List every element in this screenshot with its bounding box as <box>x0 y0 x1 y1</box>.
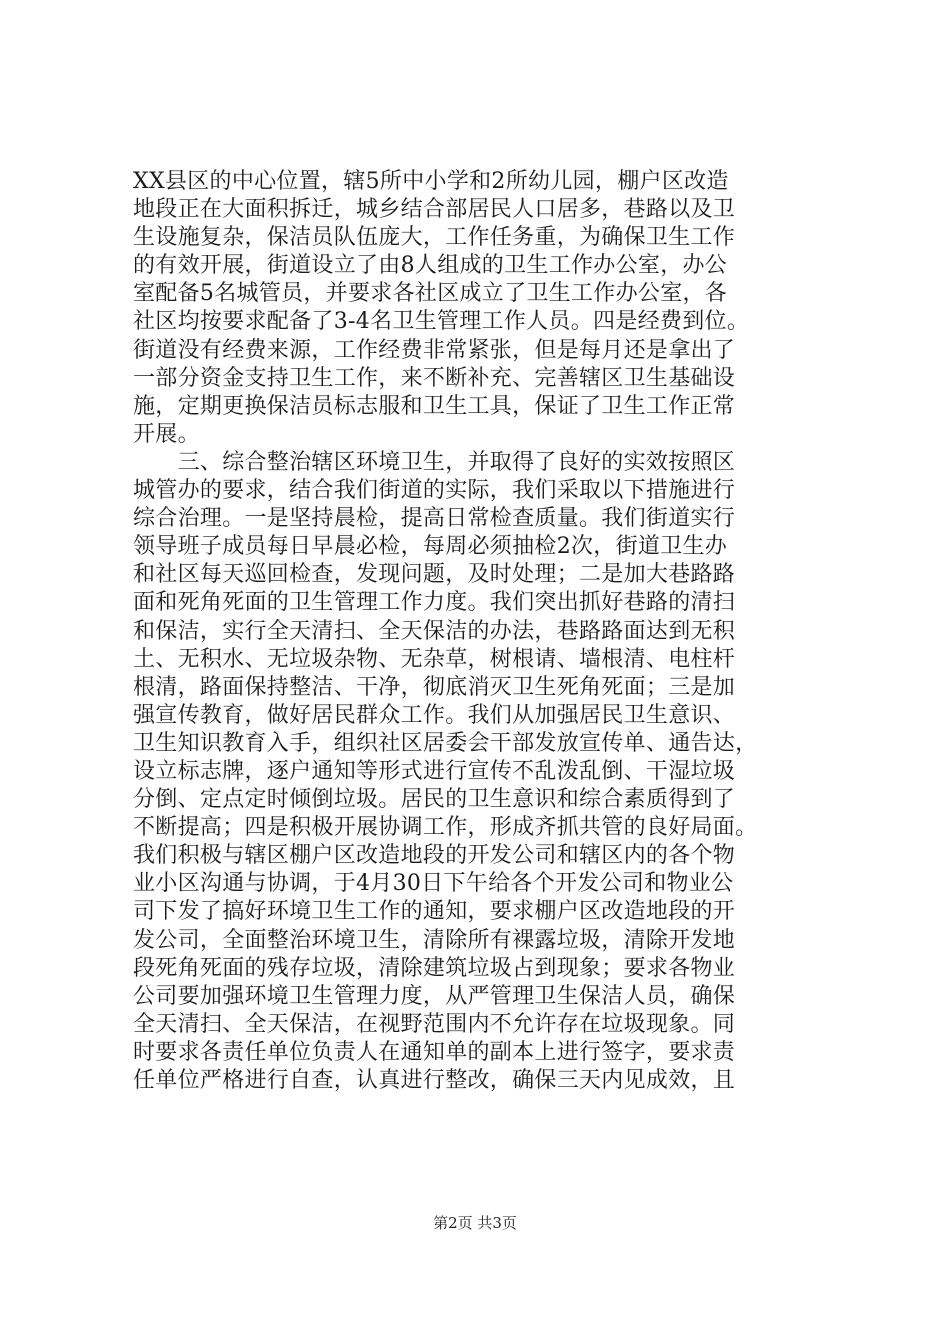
text-line: 城管办的要求，结合我们街道的实际，我们采取以下措施进行 <box>133 478 736 504</box>
text-line: XX县区的中心位置，辖5所中小学和2所幼儿园，棚户区改造 <box>133 169 729 194</box>
text-line: 领导班子成员每日早晨必检，每周必须抽检2次，街道卫生办 <box>133 534 728 560</box>
text-line: 和社区每天巡回检查，发现问题，及时处理；二是加大巷路路 <box>133 562 736 588</box>
text-line: 卫生知识教育入手，组织社区居委会干部发放宣传单、通告达， <box>133 730 758 756</box>
text-line: 生设施复杂，保洁员队伍庞大，工作任务重，为确保卫生工作 <box>133 225 736 251</box>
text-line: 根清，路面保持整洁、干净，彻底消灭卫生死角死面；三是加 <box>133 674 736 700</box>
text-line: 发公司，全面整治环境卫生，清除所有裸露垃圾，清除开发地 <box>133 927 736 953</box>
text-line: 室配备5名城管员，并要求各社区成立了卫生工作办公室，各 <box>133 281 728 307</box>
text-line: 设立标志牌，逐户通知等形式进行宣传不乱泼乱倒、干湿垃圾 <box>133 758 736 784</box>
page-number-footer: 第2页 共3页 <box>433 1214 517 1232</box>
text-line: 业小区沟通与协调，于4月30日下午给各个开发公司和物业公 <box>133 871 734 897</box>
text-line: 面和死角死面的卫生管理工作力度。我们突出抓好巷路的清扫 <box>133 590 736 616</box>
text-line: 三、综合整治辖区环境卫生，并取得了良好的实效按照区 <box>133 449 736 475</box>
text-line: 分倒、定点定时倾倒垃圾。居民的卫生意识和综合素质得到了 <box>133 787 736 813</box>
text-line: 综合治理。一是坚持晨检，提高日常检查质量。我们街道实行 <box>133 506 736 532</box>
text-line: 不断提高；四是积极开展协调工作，形成齐抓共管的良好局面。 <box>133 815 758 841</box>
text-line: 社区均按要求配备了3-4名卫生管理工作人员。四是经费到位。 <box>133 309 750 335</box>
text-line: 地段正在大面积拆迁，城乡结合部居民人口居多，巷路以及卫 <box>133 197 736 223</box>
text-line: 街道没有经费来源，工作经费非常紧张，但是每月还是拿出了 <box>133 337 736 363</box>
text-line: 我们积极与辖区棚户区改造地段的开发公司和辖区内的各个物 <box>133 843 736 869</box>
text-line: 公司要加强环境卫生管理力度，从严管理卫生保洁人员，确保 <box>133 983 736 1009</box>
text-line: 任单位严格进行自查，认真进行整改，确保三天内见成效，且 <box>133 1068 736 1093</box>
text-line: 司下发了搞好环境卫生工作的通知，要求棚户区改造地段的开 <box>133 899 736 925</box>
text-line: 强宣传教育，做好居民群众工作。我们从加强居民卫生意识、 <box>133 702 736 728</box>
text-line: 一部分资金支持卫生工作，来不断补充、完善辖区卫生基础设 <box>133 365 736 391</box>
text-line: 开展。 <box>133 421 200 447</box>
text-line: 土、无积水、无垃圾杂物、无杂草，树根请、墙根清、电柱杆 <box>133 646 736 672</box>
text-line: 全天清扫、全天保洁，在视野范围内不允许存在垃圾现象。同 <box>133 1011 736 1037</box>
text-line: 时要求各责任单位负责人在通知单的副本上进行签字，要求责 <box>133 1039 736 1065</box>
text-line: 和保洁，实行全天清扫、全天保洁的办法，巷路路面达到无积 <box>133 618 736 644</box>
body-text <box>133 168 833 1095</box>
text-line: 施，定期更换保洁员标志服和卫生工具，保证了卫生工作正常 <box>133 393 736 419</box>
text-line: 段死角死面的残存垃圾，清除建筑垃圾占到现象；要求各物业 <box>133 955 736 981</box>
text-line: 的有效开展，街道设立了由8人组成的卫生工作办公室，办公 <box>133 253 728 279</box>
